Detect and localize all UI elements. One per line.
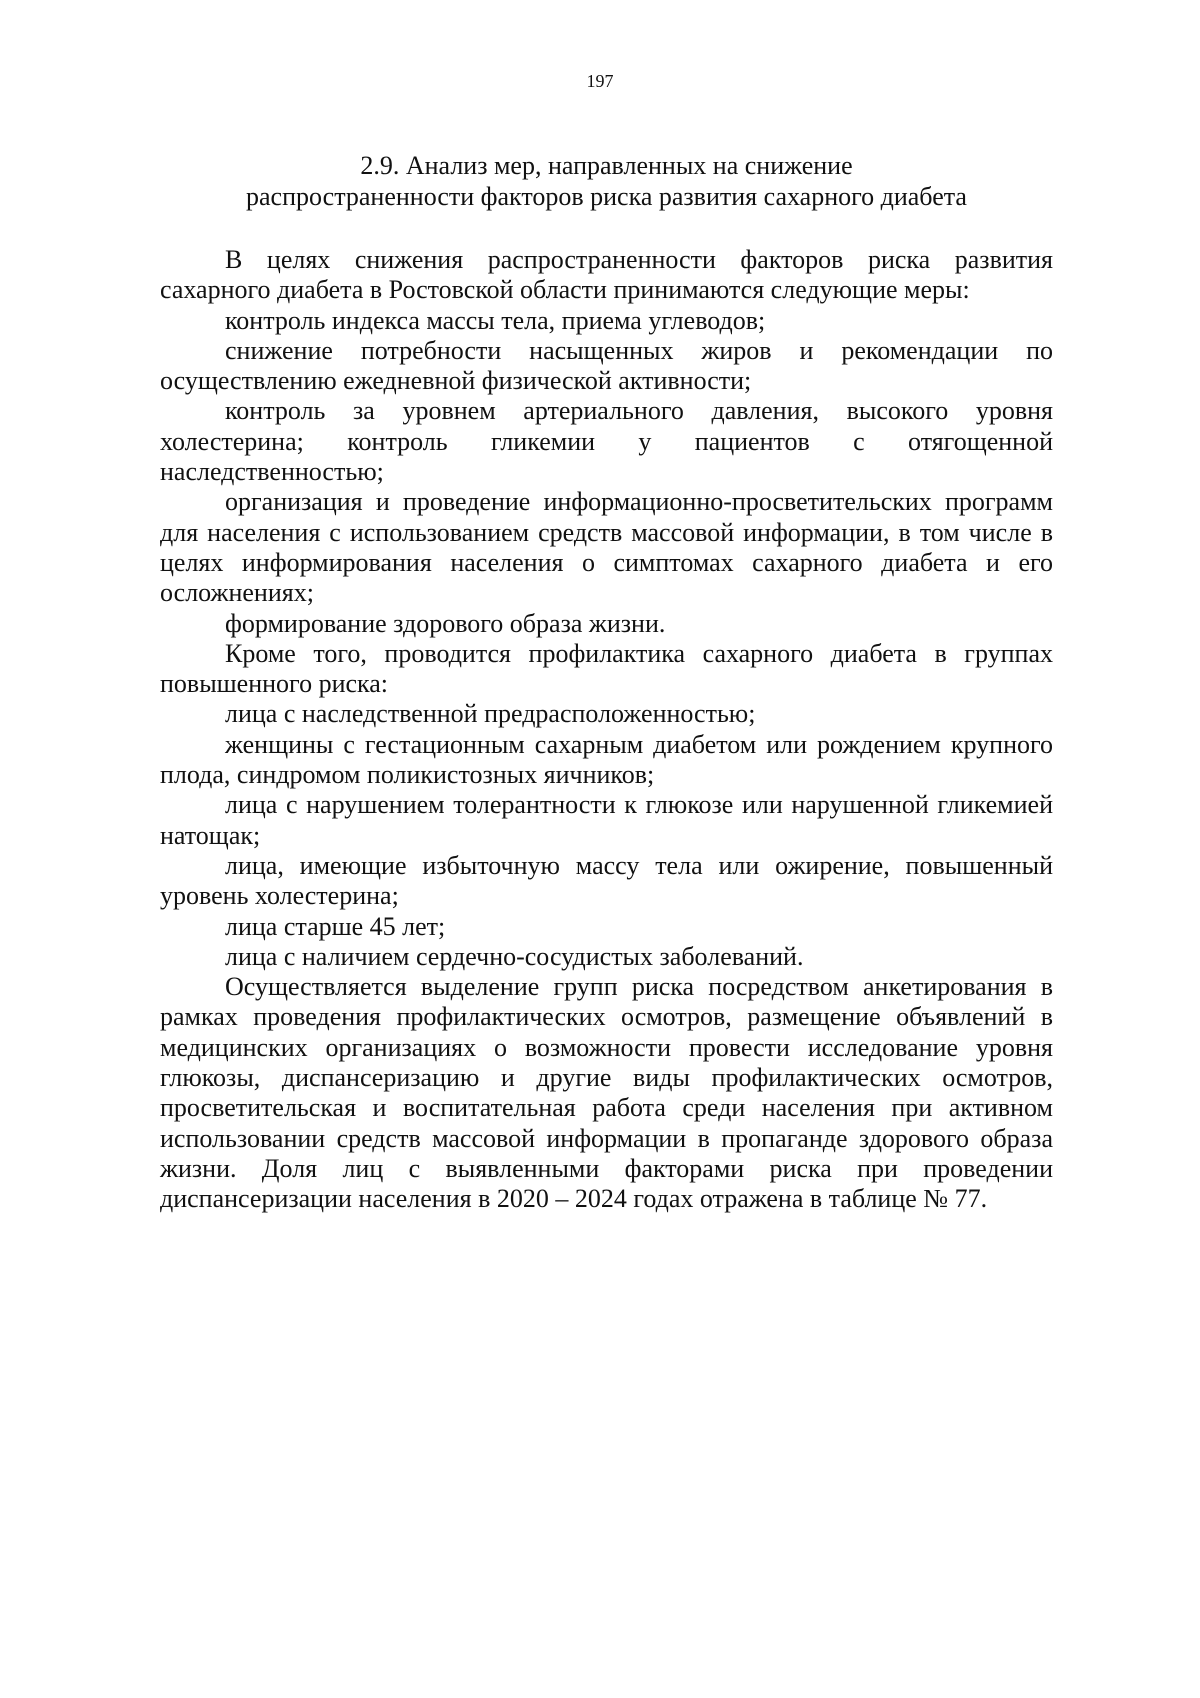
measure-item: формирование здорового образа жизни. <box>225 608 666 638</box>
risk-group-item: лица старше 45 лет; <box>225 911 446 941</box>
risk-group-item: лица с нарушением толерантности к глюкозе или нарушенной гликемией натощак; <box>160 790 1053 850</box>
page-number: 197 <box>586 71 614 91</box>
measure-item: организация и проведение информационно-просветительских программ для населения с использованием средств массовой информации, в том числе в целях информирования населения о симптомах сахарного диабета и его осложнениях; <box>160 487 1053 608</box>
risk-group-item: лица с наличием сердечно-сосудистых заболеваний. <box>225 941 804 971</box>
risk-group-item: лица с наследственной предрасположенностью; <box>225 699 756 729</box>
measure-item: контроль за уровнем артериального давления, высокого уровня холестерина; контроль гликемии у пациентов с отягощенной наследственностью; <box>160 396 1053 487</box>
measure-item: снижение потребности насыщенных жиров и рекомендации по осуществлению ежедневной физической активности; <box>160 335 1053 396</box>
risk-groups-intro: Кроме того, проводится профилактика сахарного диабета в группах повышенного риска: <box>160 638 1053 699</box>
section-heading-line-1: 2.9. Анализ мер, направленных на снижение <box>360 151 853 180</box>
intro-paragraph: В целях снижения распространенности факторов риска развития сахарного диабета в Ростовской области принимаются следующие меры: <box>160 245 1053 305</box>
section-heading-line-2: распространенности факторов риска развития сахарного диабета <box>246 182 967 211</box>
risk-group-item: лица, имеющие избыточную массу тела или ожирение, повышенный уровень холестерина; <box>160 850 1053 911</box>
body-text <box>160 245 1053 1215</box>
risk-group-item: женщины с гестационным сахарным диабетом или рождением крупного плода, синдромом поликистозных яичников; <box>160 729 1053 790</box>
section-heading <box>160 150 1053 212</box>
measure-item: контроль индекса массы тела, приема углеводов; <box>225 305 766 335</box>
closing-paragraph: Осуществляется выделение групп риска посредством анкетирования в рамках проведения профилактических осмотров, размещение объявлений в медицинских организациях о возможности провести исследование уровня глюкозы, диспансеризацию и другие виды профилактических осмотров, просветительская и воспитательная работа среди населения при активном использовании средств массовой информации в пропаганде здорового образа жизни. Доля лиц с выявленными факторами риска при проведении диспансеризации населения в 2020 – 2024 годах отражена в таблице № 77. <box>160 972 1053 1214</box>
